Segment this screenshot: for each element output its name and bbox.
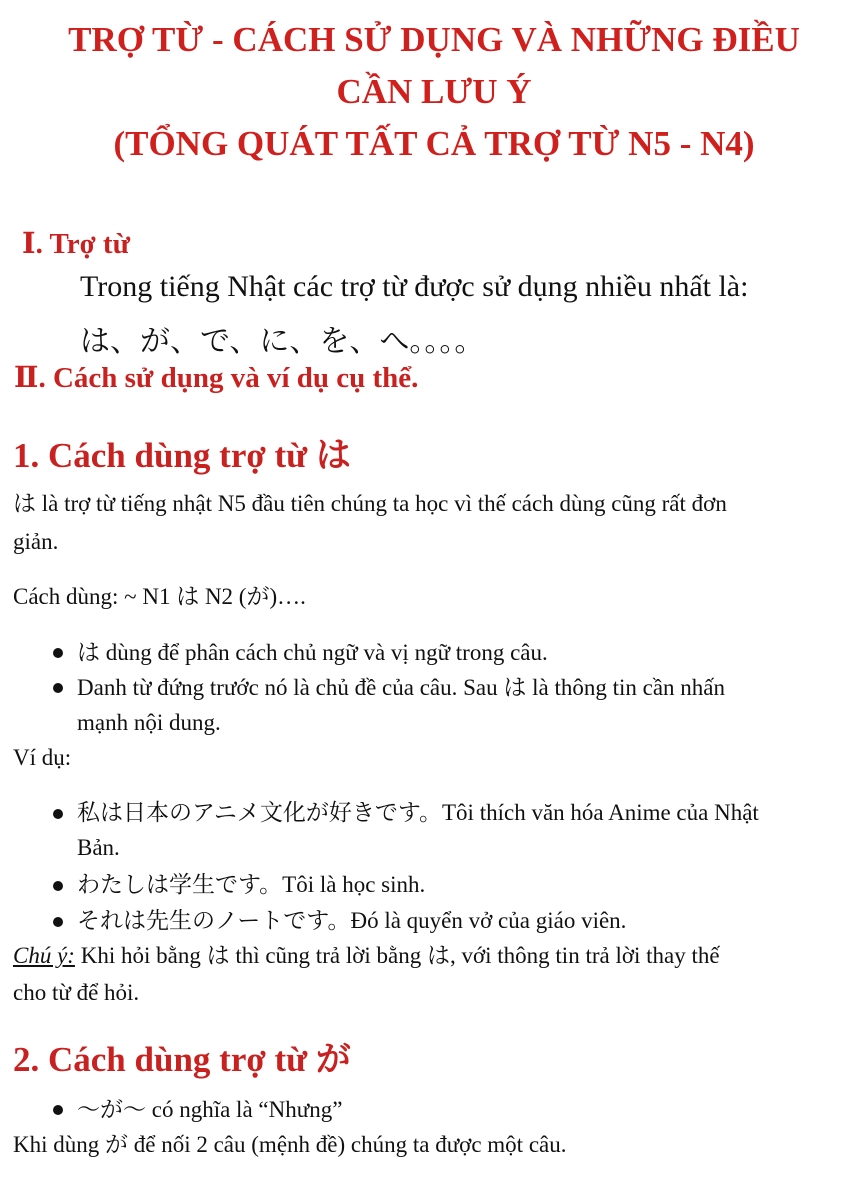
wa-heading: 1. Cách dùng trợ từ は: [13, 436, 351, 475]
wa-bullet-1: は dùng để phân cách chủ ngữ và vị ngữ trong câu.: [77, 640, 548, 665]
section-2-heading: Ⅱ. Cách sử dụng và ví dụ cụ thể.: [14, 362, 419, 394]
bullet-dot: [53, 809, 63, 819]
wa-usage: Cách dùng: ~ N1 は N2 (が)….: [13, 584, 306, 609]
bullet-dot: [53, 683, 63, 693]
wa-bullet-2-cont: mạnh nội dung.: [77, 710, 221, 735]
section-1-heading: Ⅰ. Trợ từ: [22, 228, 130, 260]
wa-example-1: 私は日本のアニメ文化が好きです。Tôi thích văn hóa Anime của Nhật: [77, 800, 759, 825]
note-text: Khi hỏi bằng は thì cũng trả lời bằng は, với thông tin trả lời thay thế: [74, 943, 720, 968]
ga-heading: 2. Cách dùng trợ từ が: [13, 1040, 351, 1079]
bullet-dot: [53, 1105, 63, 1115]
wa-desc-line-2: giản.: [13, 529, 59, 554]
intro-line-2: は、が、で、に、を、へ。。。。: [80, 325, 485, 358]
bullet-dot: [53, 881, 63, 891]
ga-desc: Khi dùng が để nối 2 câu (mệnh đề) chúng ta được một câu.: [13, 1132, 567, 1157]
ga-bullet: ～が～ có nghĩa là “Nhưng”: [77, 1097, 343, 1122]
wa-example-1-cont: Bản.: [77, 835, 120, 860]
wa-note-line-1: [13, 937, 720, 975]
wa-bullet-2: Danh từ đứng trước nó là chủ đề của câu. Sau は là thông tin cần nhấn: [77, 675, 726, 700]
wa-desc-line-1: は là trợ từ tiếng nhật N5 đầu tiên chúng ta học vì thế cách dùng cũng rất đơn: [13, 491, 727, 516]
title-line-3: (TỔNG QUÁT TẤT CẢ TRỢ TỪ N5 - N4): [113, 124, 755, 163]
title-line-2: CẦN LƯU Ý: [336, 72, 532, 111]
bullet-dot: [53, 917, 63, 927]
title-line-1: TRỢ TỪ - CÁCH SỬ DỤNG VÀ NHỮNG ĐIỀU: [68, 20, 800, 59]
bullet-dot: [53, 648, 63, 658]
wa-example-2: わたしは学生です。Tôi là học sinh.: [77, 872, 426, 897]
wa-example-3: それは先生のノートです。Đó là quyển vở của giáo viên.: [77, 908, 627, 933]
wa-note-line-2: cho từ để hỏi.: [13, 980, 140, 1005]
example-label: Ví dụ:: [13, 745, 72, 770]
intro-line-1: Trong tiếng Nhật các trợ từ được sử dụng nhiều nhất là:: [80, 270, 749, 303]
note-label: Chú ý:: [13, 943, 75, 968]
